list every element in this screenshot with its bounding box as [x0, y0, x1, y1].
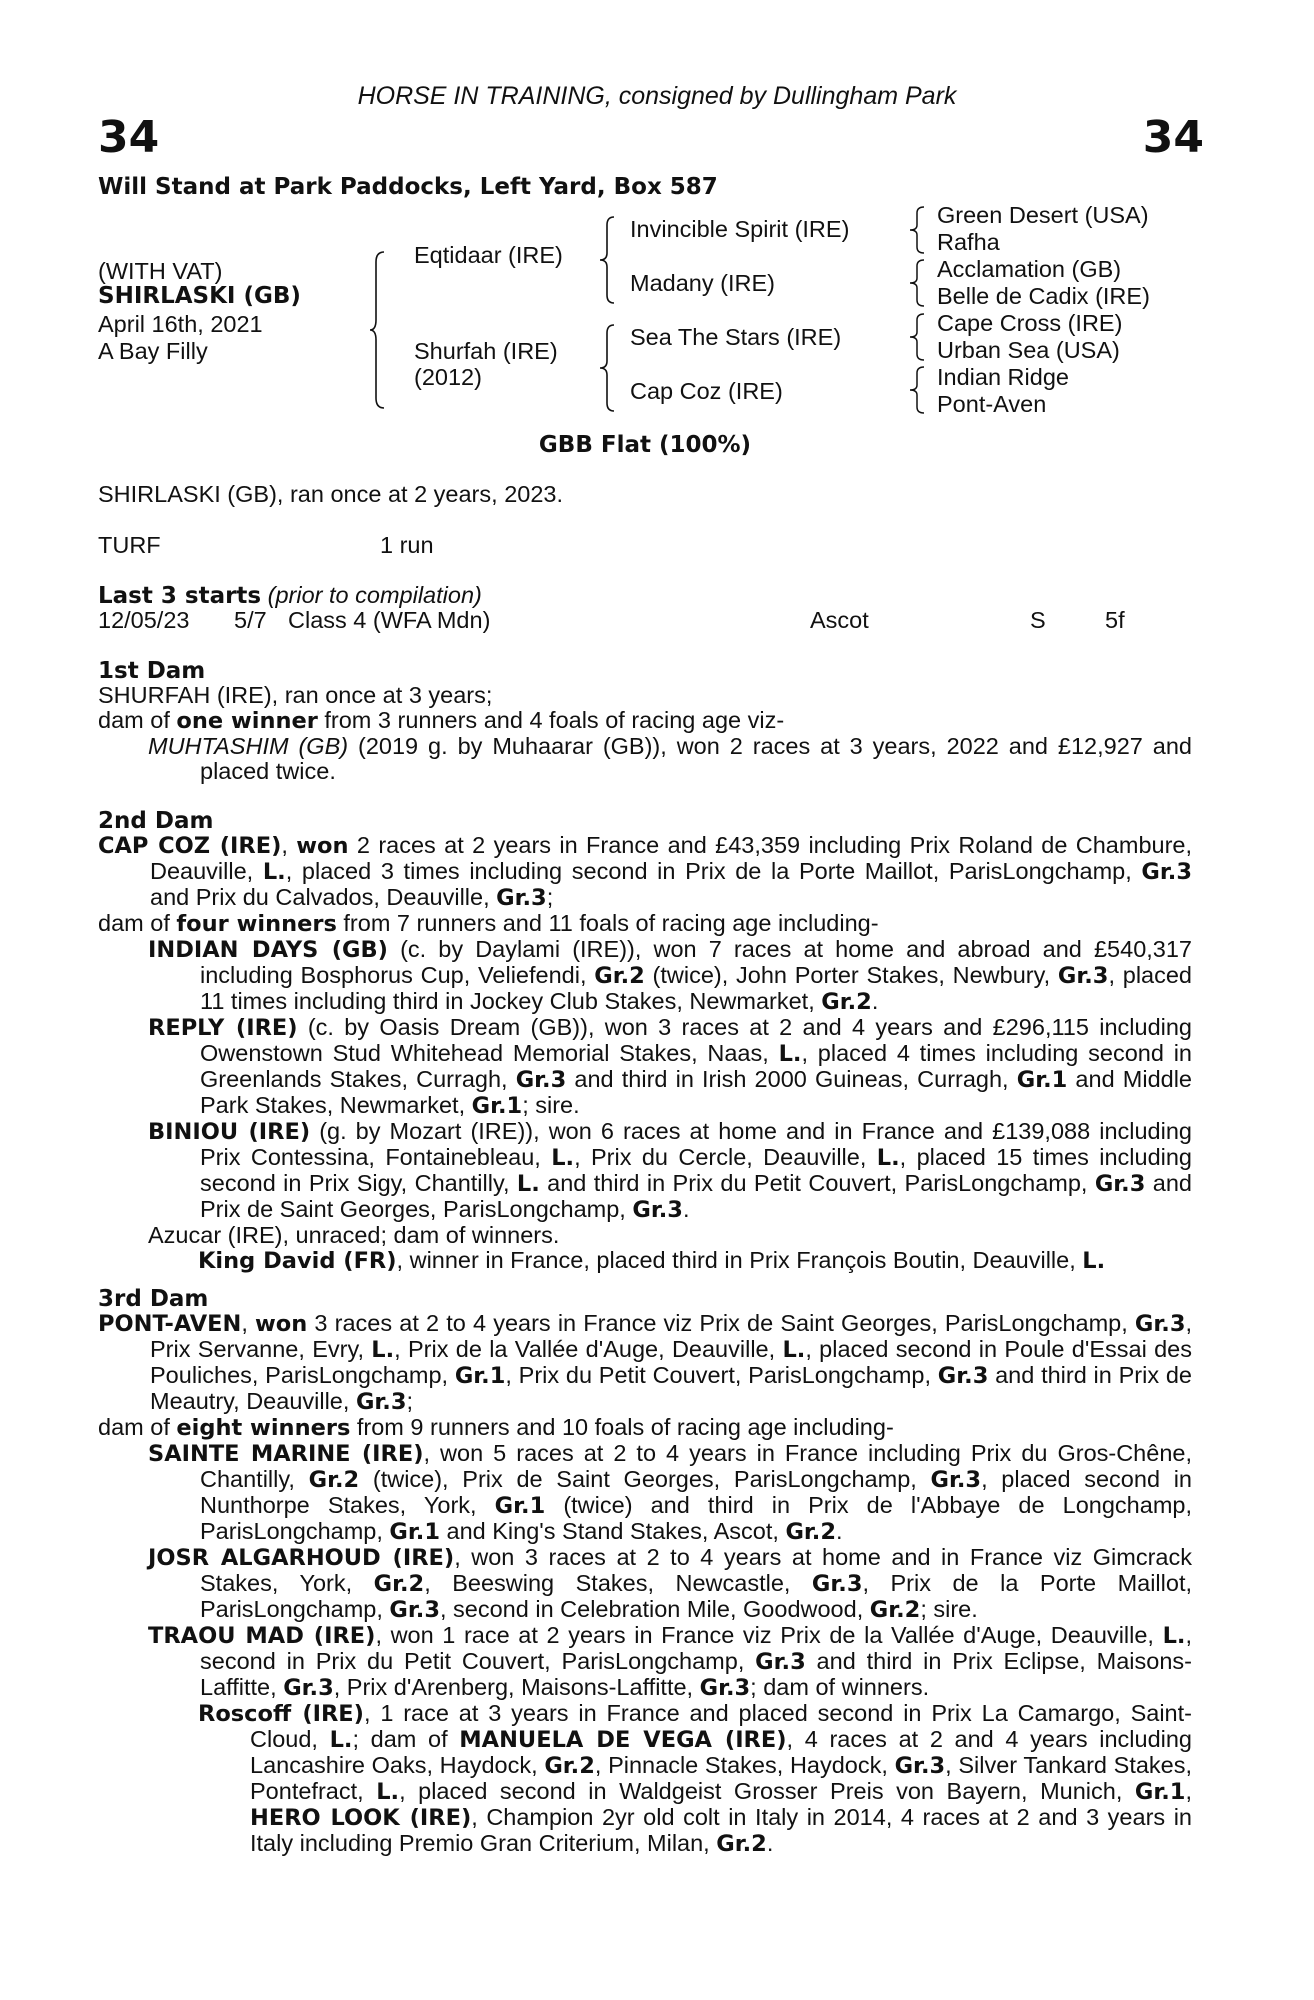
vat-label: (WITH VAT)	[98, 258, 223, 284]
catalogue-header: HORSE IN TRAINING, consigned by Dullingham Park	[357, 82, 957, 110]
pedigree-dam: Shurfah (IRE)	[414, 338, 558, 364]
first-dam-title: 1st Dam	[98, 658, 206, 684]
third-dam-record: PONT-AVEN, won 3 races at 2 to 4 years in France viz Prix de Saint Georges, ParisLongchamp, Gr.3, Prix Servanne, Evry, L., Prix de la Vallée d'Auge, Deauville, L., placed second in Poule d'Essai des Pouliches, ParisLongchamp, Gr.1, Prix du Petit Couvert, ParisLongchamp, Gr.3 and third in Prix de Meautry, Deauville, Gr.3;	[98, 1310, 1193, 1415]
pedigree-brace-main	[370, 250, 390, 410]
third-dam-produce-line: dam of eight winners from 9 runners and 10 foals of racing age including-	[98, 1414, 894, 1441]
first-dam-line: SHURFAH (IRE), ran once at 3 years;	[98, 682, 493, 708]
lot-number-right: 34	[1142, 112, 1204, 163]
third-dam-title: 3rd Dam	[98, 1286, 209, 1312]
pedigree-dam-dam: Cap Coz (IRE)	[630, 378, 783, 404]
pedigree-sds: Acclamation (GB)	[937, 256, 1122, 282]
first-dam-section	[98, 683, 1192, 784]
gbb-rating: GBB Flat (100%)	[538, 432, 752, 458]
second-dam-section	[98, 833, 1192, 1274]
pedigree-dam-sire: Sea The Stars (IRE)	[630, 324, 842, 350]
pedigree-ddd: Pont-Aven	[937, 391, 1047, 417]
pedigree-dam-year: (2012)	[414, 364, 482, 390]
race-summary: SHIRLASKI (GB), ran once at 2 years, 2023.	[98, 481, 563, 507]
second-dam-produce-item: INDIAN DAYS (GB) (c. by Daylami (IRE)), won 7 races at home and abroad and £540,317 including Bosphorus Cup, Veliefendi, Gr.2 (twice), John Porter Stakes, Newbury, Gr.3, placed 11 times including third in Jockey Club Stakes, Newmarket, Gr.2.	[148, 936, 1193, 1015]
pedigree-ssd: Rafha	[937, 229, 1000, 255]
pedigree-brace-dam	[600, 323, 620, 413]
horse-name: SHIRLASKI (GB)	[98, 283, 301, 309]
last-start-position: 5/7	[234, 607, 267, 633]
second-dam-record: CAP COZ (IRE), won 2 races at 2 years in France and £43,359 including Prix Roland de Chambure, Deauville, L., placed 3 times including second in Prix de la Porte Maillot, ParisLongchamp, Gr.3 and Prix du Calvados, Deauville, Gr.3;	[98, 832, 1193, 911]
last-starts-title: Last 3 starts	[98, 583, 262, 609]
first-dam-foal: MUHTASHIM (GB) (2019 g. by Muhaarar (GB)), won 2 races at 3 years, 2022 and £12,927 and placed twice.	[148, 733, 1192, 784]
second-dam-produce-item: BINIOU (IRE) (g. by Mozart (IRE)), won 6 races at home and in France and £139,088 including Prix Contessina, Fontainebleau, L., Prix du Cercle, Deauville, L., placed 15 times including second in Prix Sigy, Chantilly, L. and third in Prix du Petit Couvert, ParisLongchamp, Gr.3 and Prix de Saint Georges, ParisLongchamp, Gr.3.	[148, 1118, 1192, 1223]
pedigree-brace-g2	[910, 258, 928, 308]
pedigree-sire-sire: Invincible Spirit (IRE)	[630, 216, 850, 242]
last-start-going: S	[1030, 607, 1046, 633]
third-dam-roscoff: Roscoff (IRE), 1 race at 3 years in France and placed second in Prix La Camargo, Saint-Cloud, L.; dam of MANUELA DE VEGA (IRE), 4 races at 2 and 4 years including Lancashire Oaks, Haydock, Gr.2, Pinnacle Stakes, Haydock, Gr.3, Silver Tankard Stakes, Pontefract, L., placed second in Waldgeist Grosser Preis von Bayern, Munich, Gr.1, HERO LOOK (IRE), Champion 2yr old colt in Italy in 2014, 4 races at 2 and 3 years in Italy including Premio Gran Criterium, Milan, Gr.2.	[198, 1700, 1193, 1857]
last-start-course: Ascot	[810, 607, 869, 633]
pedigree-brace-g3	[910, 312, 928, 362]
second-dam-produce-item: REPLY (IRE) (c. by Oasis Dream (GB)), won 3 races at 2 and 4 years and £296,115 including Owenstown Stud Whitehead Memorial Stakes, Naas, L., placed 4 times including second in Greenlands Stakes, Curragh, Gr.3 and third in Irish 2000 Guineas, Curragh, Gr.1 and Middle Park Stakes, Newmarket, Gr.1; sire.	[148, 1014, 1193, 1119]
pedigree-sire-dam: Madany (IRE)	[630, 270, 775, 296]
pedigree-dsd: Urban Sea (USA)	[937, 337, 1120, 363]
turf-label: TURF	[98, 532, 161, 558]
third-dam-section	[98, 1311, 1192, 1857]
last-start-distance: 5f	[1105, 607, 1125, 633]
lot-number-left: 34	[98, 112, 160, 163]
second-dam-king-david: King David (FR), winner in France, placed third in Prix François Boutin, Deauville, L.	[198, 1247, 1106, 1274]
pedigree-sss: Green Desert (USA)	[937, 202, 1149, 228]
last-starts-heading	[98, 582, 482, 609]
pedigree-sire: Eqtidaar (IRE)	[414, 242, 563, 268]
turf-runs: 1 run	[380, 532, 434, 558]
horse-description: A Bay Filly	[98, 338, 208, 364]
second-dam-produce-line: dam of four winners from 7 runners and 11 foals of racing age including-	[98, 910, 879, 937]
third-dam-produce-item: TRAOU MAD (IRE), won 1 race at 2 years in France viz Prix de la Vallée d'Auge, Deauville, L., second in Prix du Petit Couvert, ParisLongchamp, Gr.3 and third in Prix Eclipse, Maisons-Laffitte, Gr.3, Prix d'Arenberg, Maisons-Laffitte, Gr.3; dam of winners.	[148, 1622, 1192, 1701]
last-start-date: 12/05/23	[98, 607, 190, 633]
pedigree-brace-g4	[910, 365, 928, 415]
second-dam-title: 2nd Dam	[98, 808, 214, 834]
last-starts-note: (prior to compilation)	[267, 582, 482, 608]
pedigree-brace-g1	[910, 205, 928, 255]
pedigree-brace-sire	[600, 215, 620, 305]
pedigree-dss: Cape Cross (IRE)	[937, 310, 1123, 336]
pedigree-dds: Indian Ridge	[937, 364, 1069, 390]
first-dam-produce-line: dam of one winner from 3 runners and 4 foals of racing age viz-	[98, 707, 785, 734]
second-dam-azucar: Azucar (IRE), unraced; dam of winners.	[148, 1222, 560, 1248]
pedigree-sdd: Belle de Cadix (IRE)	[937, 283, 1150, 309]
third-dam-produce-item: JOSR ALGARHOUD (IRE), won 3 races at 2 to 4 years at home and in France viz Gimcrack Stakes, York, Gr.2, Beeswing Stakes, Newcastle, Gr.3, Prix de la Porte Maillot, ParisLongchamp, Gr.3, second in Celebration Mile, Goodwood, Gr.2; sire.	[148, 1544, 1193, 1623]
last-start-race: Class 4 (WFA Mdn)	[288, 607, 491, 633]
stand-location: Will Stand at Park Paddocks, Left Yard, Box 587	[98, 174, 718, 200]
third-dam-produce-item: SAINTE MARINE (IRE), won 5 races at 2 to 4 years in France including Prix du Gros-Chêne, Chantilly, Gr.2 (twice), Prix de Saint Georges, ParisLongchamp, Gr.3, placed second in Nunthorpe Stakes, York, Gr.1 (twice) and third in Prix de l'Abbaye de Longchamp, ParisLongchamp, Gr.1 and King's Stand Stakes, Ascot, Gr.2.	[148, 1440, 1193, 1545]
horse-dob: April 16th, 2021	[98, 311, 263, 337]
